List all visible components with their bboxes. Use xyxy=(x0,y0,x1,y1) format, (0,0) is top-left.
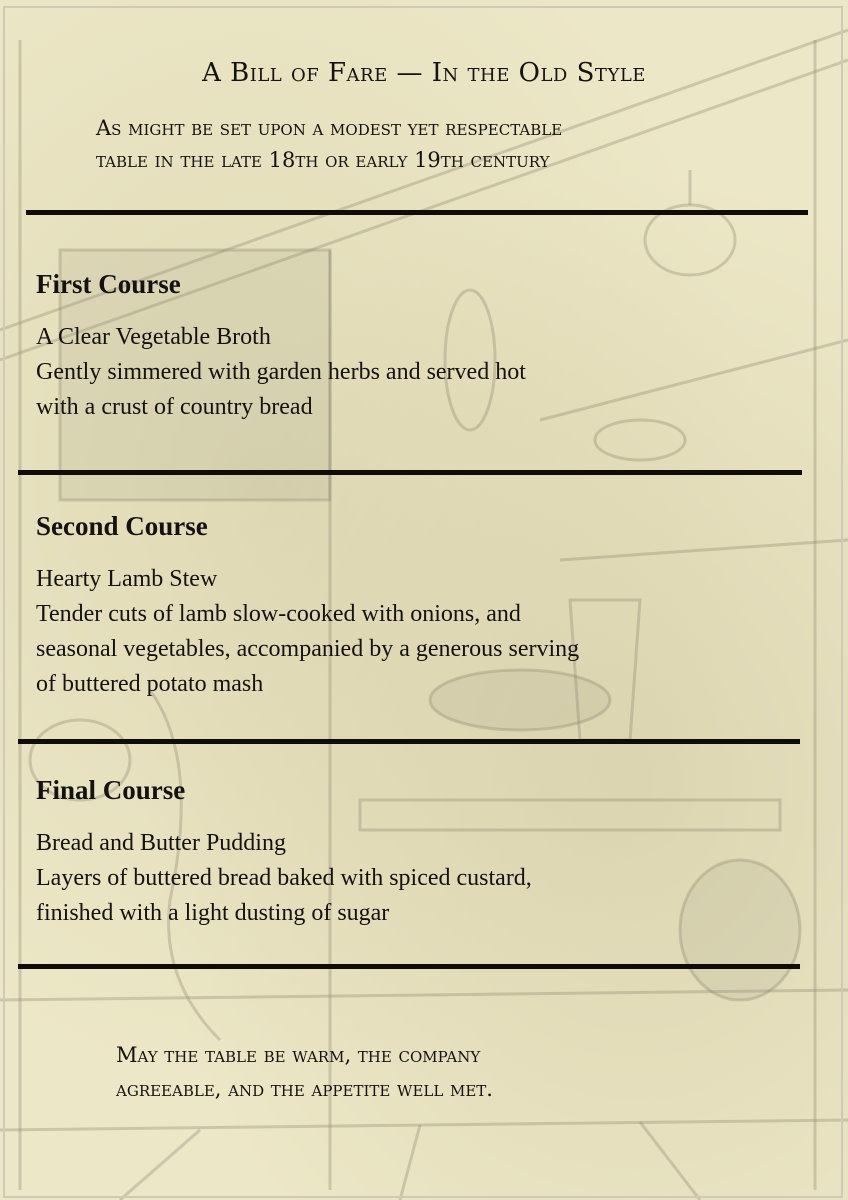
dish-description-line: with a crust of country bread xyxy=(36,394,313,420)
dish-description-line: Gently simmered with garden herbs and served hot xyxy=(36,359,526,385)
dish-description-line: seasonal vegetables, accompanied by a generous serving xyxy=(36,636,580,662)
course-first xyxy=(36,266,796,425)
dish-name: Bread and Butter Pudding xyxy=(36,830,286,856)
dish-description-line: Layers of buttered bread baked with spiced custard, xyxy=(36,865,532,891)
course-heading: Final Course xyxy=(36,775,186,805)
menu-subtitle-line: table in the late 18th or early 19th century xyxy=(96,148,550,172)
dish-description-line: finished with a light dusting of sugar xyxy=(36,900,390,926)
divider-rule xyxy=(18,739,800,744)
dish-name: A Clear Vegetable Broth xyxy=(36,324,271,350)
divider-rule xyxy=(18,470,802,475)
dish-description-line: of buttered potato mash xyxy=(36,671,264,697)
course-second xyxy=(36,508,796,702)
divider-rule xyxy=(18,964,800,969)
dish-description-line: Tender cuts of lamb slow-cooked with onions, and xyxy=(36,601,521,627)
closing-toast-line: May the table be warm, the company xyxy=(116,1043,481,1067)
divider-rule xyxy=(26,210,808,215)
menu-subtitle xyxy=(96,112,736,176)
menu-subtitle-line: As might be set upon a modest yet respectable xyxy=(96,116,563,140)
closing-toast xyxy=(116,1038,716,1106)
course-heading: First Course xyxy=(36,269,181,299)
course-heading: Second Course xyxy=(36,511,208,541)
dish-name: Hearty Lamb Stew xyxy=(36,566,218,592)
closing-toast-line: agreeable, and the appetite well met. xyxy=(116,1077,493,1101)
menu-title: A Bill of Fare — In the Old Style xyxy=(202,58,646,88)
course-final xyxy=(36,772,796,931)
